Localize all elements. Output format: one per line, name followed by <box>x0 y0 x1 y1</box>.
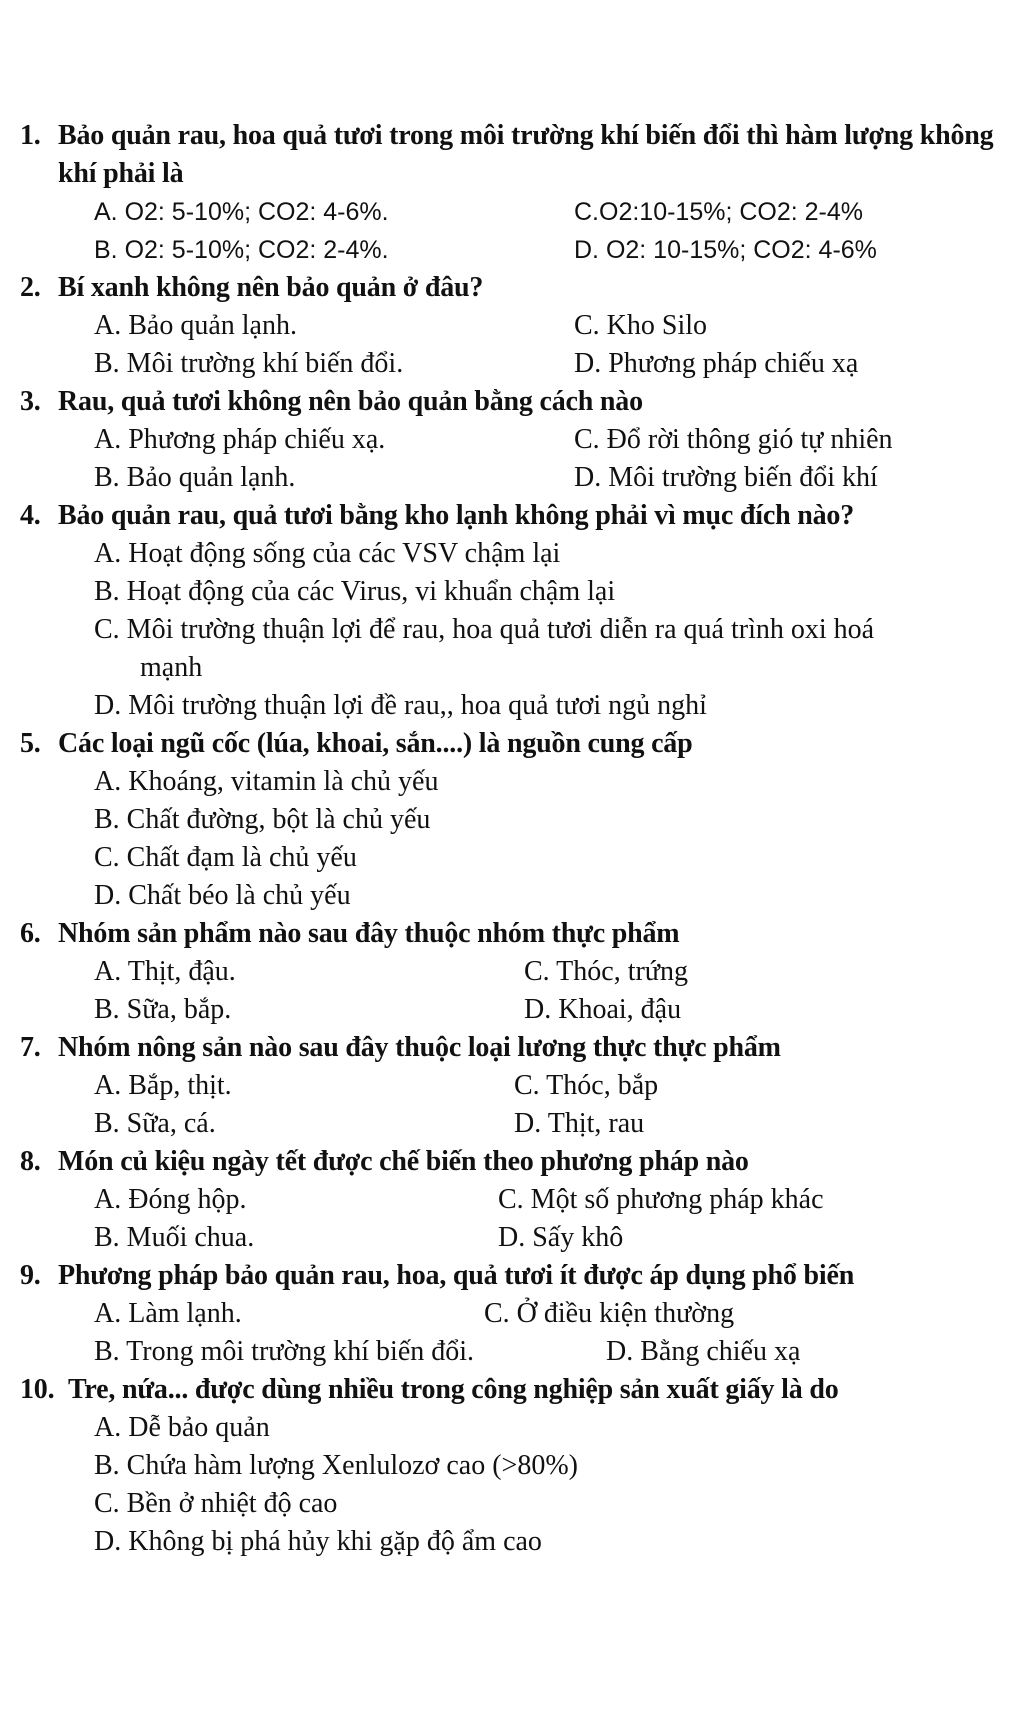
question-text: Rau, quả tươi không nên bảo quản bằng cách nào <box>58 386 643 417</box>
question-2 <box>20 269 1000 383</box>
question-number: 1. <box>20 120 41 151</box>
question-text: Phương pháp bảo quản rau, hoa, quả tươi ít được áp dụng phổ biến <box>58 1260 855 1291</box>
option-b: B. Bảo quản lạnh. <box>94 462 296 493</box>
option-d: D. Khoai, đậu <box>524 994 682 1025</box>
question-9 <box>20 1257 1000 1371</box>
option-b: B. O2: 5-10%; CO2: 2-4%. <box>94 236 389 264</box>
option-c: C. Thóc, bắp <box>514 1070 659 1101</box>
option-a: A. Đóng hộp. <box>94 1184 247 1215</box>
option-c: C.O2:10-15%; CO2: 2-4% <box>574 198 864 226</box>
question-number: 2. <box>20 272 41 303</box>
option-d: D. Sấy khô <box>498 1222 624 1253</box>
option-c: C. Thóc, trứng <box>524 956 688 987</box>
question-3-options <box>94 421 1000 497</box>
question-number: 4. <box>20 500 41 531</box>
question-8-options <box>94 1181 1000 1257</box>
question-text: Bảo quản rau, hoa quả tươi trong môi trường khí biến đổi thì hàm lượng không khí phải là <box>58 120 994 189</box>
question-text: Bí xanh không nên bảo quản ở đâu? <box>58 272 484 303</box>
question-number: 5. <box>20 728 41 759</box>
option-b: B. Chất đường, bột là chủ yếu <box>94 804 431 835</box>
question-number: 8. <box>20 1146 41 1177</box>
option-a: A. Bảo quản lạnh. <box>94 310 297 341</box>
question-10-options <box>94 1409 1000 1561</box>
question-text: Các loại ngũ cốc (lúa, khoai, sắn....) là nguồn cung cấp <box>58 728 693 759</box>
question-text: Món củ kiệu ngày tết được chế biến theo phương pháp nào <box>58 1146 749 1177</box>
question-8 <box>20 1143 1000 1257</box>
option-d: D. Môi trường biến đổi khí <box>574 462 878 493</box>
option-d: D. Thịt, rau <box>514 1108 645 1139</box>
question-9-stem <box>20 1257 1000 1295</box>
question-10-stem <box>20 1371 1000 1409</box>
question-4-options <box>94 535 1000 725</box>
option-c: C. Chất đạm là chủ yếu <box>94 842 357 873</box>
question-2-stem <box>20 269 1000 307</box>
option-d: D. Môi trường thuận lợi đề rau,, hoa quả tươi ngủ nghỉ <box>94 690 707 721</box>
question-number: 10. <box>20 1374 55 1405</box>
question-7-stem <box>20 1029 1000 1067</box>
question-number: 9. <box>20 1260 41 1291</box>
question-3 <box>20 383 1000 497</box>
option-b: B. Trong môi trường khí biến đổi. <box>94 1336 475 1367</box>
option-d: D. Phương pháp chiếu xạ <box>574 348 859 379</box>
option-a: A. Khoáng, vitamin là chủ yếu <box>94 766 439 797</box>
question-text: Bảo quản rau, quả tươi bằng kho lạnh không phải vì mục đích nào? <box>58 500 855 531</box>
option-c: C. Môi trường thuận lợi để rau, hoa quả tươi diễn ra quá trình oxi hoá <box>94 614 875 645</box>
question-1 <box>20 117 1000 269</box>
question-4 <box>20 497 1000 725</box>
option-b: B. Sữa, bắp. <box>94 994 232 1025</box>
question-number: 6. <box>20 918 41 949</box>
option-a: A. Thịt, đậu. <box>94 956 236 987</box>
question-2-options <box>94 307 1000 383</box>
option-a: A. Hoạt động sống của các VSV chậm lại <box>94 538 561 569</box>
question-text: Tre, nứa... được dùng nhiều trong công nghiệp sản xuất giấy là do <box>68 1374 839 1405</box>
question-6-options <box>94 953 1000 1029</box>
question-10 <box>20 1371 1000 1561</box>
question-5 <box>20 725 1000 915</box>
question-7-options <box>94 1067 1000 1143</box>
question-5-stem <box>20 725 1000 763</box>
option-d: D. Không bị phá hủy khi gặp độ ẩm cao <box>94 1526 542 1557</box>
option-c: C. Kho Silo <box>574 310 708 341</box>
question-6 <box>20 915 1000 1029</box>
option-d: D. O2: 10-15%; CO2: 4-6% <box>574 236 877 264</box>
question-7 <box>20 1029 1000 1143</box>
question-9-options <box>94 1295 1000 1371</box>
option-c-continuation: mạnh <box>140 652 203 683</box>
question-3-stem <box>20 383 1000 421</box>
option-a: A. Bắp, thịt. <box>94 1070 232 1101</box>
question-6-stem <box>20 915 1000 953</box>
option-c: C. Một số phương pháp khác <box>498 1184 824 1215</box>
option-a: A. O2: 5-10%; CO2: 4-6%. <box>94 198 389 226</box>
option-a: A. Dễ bảo quản <box>94 1412 270 1443</box>
question-number: 7. <box>20 1032 41 1063</box>
option-b: B. Muối chua. <box>94 1222 255 1253</box>
option-d: D. Chất béo là chủ yếu <box>94 880 351 911</box>
option-c: C. Đổ rời thông gió tự nhiên <box>574 424 893 455</box>
option-d: D. Bằng chiếu xạ <box>606 1336 801 1367</box>
question-4-stem <box>20 497 1000 535</box>
option-c: C. Bền ở nhiệt độ cao <box>94 1488 338 1519</box>
option-a: A. Phương pháp chiếu xạ. <box>94 424 386 455</box>
question-text: Nhóm nông sản nào sau đây thuộc loại lương thực thực phẩm <box>58 1032 781 1063</box>
option-b: B. Môi trường khí biến đổi. <box>94 348 404 379</box>
question-1-options <box>94 193 1000 269</box>
option-b: B. Hoạt động của các Virus, vi khuẩn chậm lại <box>94 576 616 607</box>
option-b: B. Chứa hàm lượng Xenlulozơ cao (>80%) <box>94 1450 578 1481</box>
question-number: 3. <box>20 386 41 417</box>
option-b: B. Sữa, cá. <box>94 1108 216 1139</box>
question-1-stem <box>20 117 1000 193</box>
question-5-options <box>94 763 1000 915</box>
option-a: A. Làm lạnh. <box>94 1298 242 1329</box>
question-list <box>20 117 1000 1561</box>
question-text: Nhóm sản phẩm nào sau đây thuộc nhóm thực phẩm <box>58 918 680 949</box>
question-8-stem <box>20 1143 1000 1181</box>
option-c: C. Ở điều kiện thường <box>484 1298 735 1329</box>
